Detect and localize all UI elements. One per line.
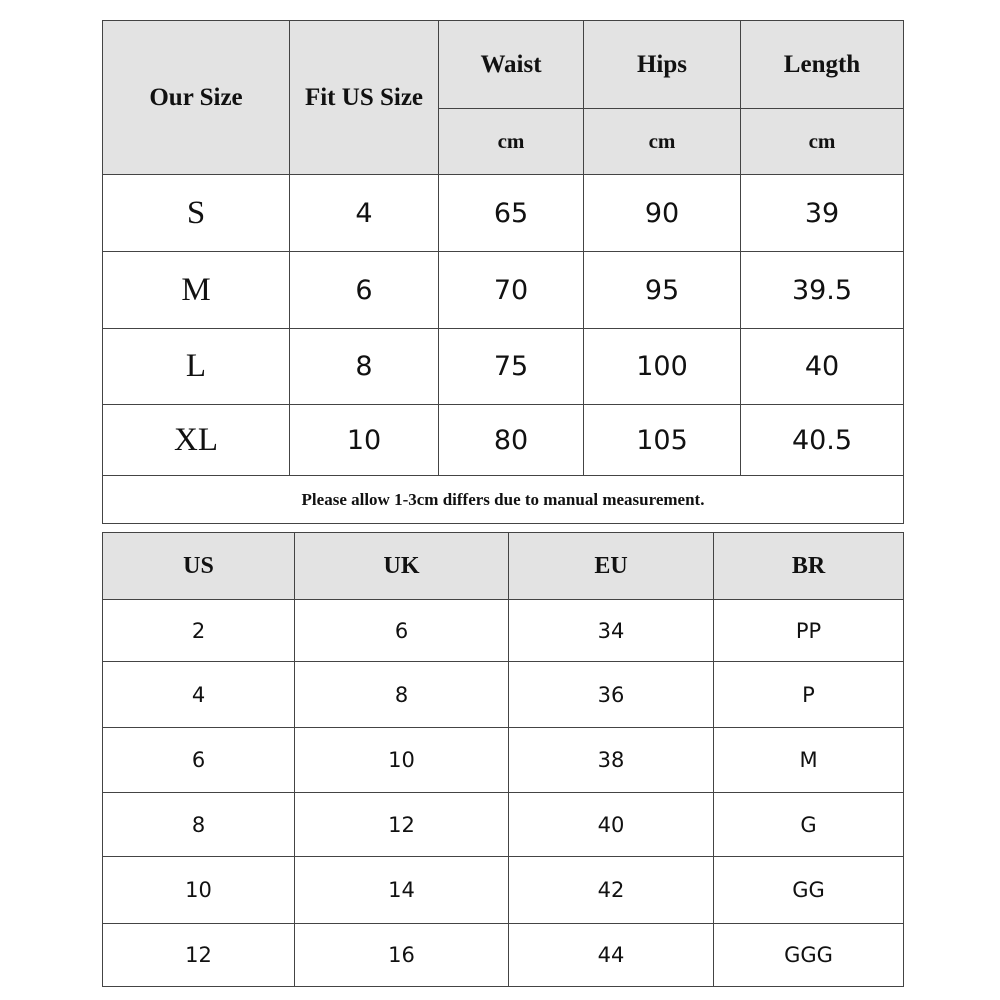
us-cell: 6 [103,728,295,793]
eu-cell: 44 [509,924,714,987]
uk-cell: 8 [295,662,509,728]
table-row [103,600,904,662]
header-waist: Waist [439,21,584,109]
table-row [103,793,904,857]
hips-cell: 105 [584,405,741,476]
measurement-note: Please allow 1-3cm differs due to manual measurement. [103,476,904,524]
table-row [103,252,904,329]
length-cell: 39 [741,175,904,252]
length-cell: 39.5 [741,252,904,329]
table-row [103,662,904,728]
us-cell: 2 [103,600,295,662]
unit-waist: cm [439,109,584,175]
us-cell: 4 [103,662,295,728]
table-row [103,924,904,987]
us-cell: 12 [103,924,295,987]
waist-cell: 75 [439,329,584,405]
size-cell: L [103,329,290,405]
size-cell: S [103,175,290,252]
header-br: BR [714,533,904,600]
hips-cell: 95 [584,252,741,329]
us-size-cell: 6 [290,252,439,329]
uk-cell: 14 [295,857,509,924]
br-cell: M [714,728,904,793]
header-us: US [103,533,295,600]
uk-cell: 6 [295,600,509,662]
uk-cell: 16 [295,924,509,987]
uk-cell: 12 [295,793,509,857]
length-cell: 40.5 [741,405,904,476]
eu-cell: 38 [509,728,714,793]
br-cell: G [714,793,904,857]
header-length: Length [741,21,904,109]
table-row [103,175,904,252]
table-row [103,329,904,405]
size-conversion-table [102,532,904,987]
eu-cell: 36 [509,662,714,728]
us-cell: 10 [103,857,295,924]
us-size-cell: 10 [290,405,439,476]
header-our-size: Our Size [103,21,290,175]
br-cell: P [714,662,904,728]
unit-hips: cm [584,109,741,175]
waist-cell: 80 [439,405,584,476]
waist-cell: 70 [439,252,584,329]
eu-cell: 42 [509,857,714,924]
eu-cell: 34 [509,600,714,662]
size-cell: XL [103,405,290,476]
table-row [103,857,904,924]
br-cell: PP [714,600,904,662]
length-cell: 40 [741,329,904,405]
header-hips: Hips [584,21,741,109]
br-cell: GG [714,857,904,924]
size-chart-table [102,20,904,524]
hips-cell: 100 [584,329,741,405]
eu-cell: 40 [509,793,714,857]
uk-cell: 10 [295,728,509,793]
table-row [103,405,904,476]
br-cell: GGG [714,924,904,987]
waist-cell: 65 [439,175,584,252]
header-uk: UK [295,533,509,600]
size-cell: M [103,252,290,329]
unit-length: cm [741,109,904,175]
header-fit-us-size: Fit US Size [290,21,439,175]
us-size-cell: 8 [290,329,439,405]
us-cell: 8 [103,793,295,857]
table-row [103,728,904,793]
header-eu: EU [509,533,714,600]
us-size-cell: 4 [290,175,439,252]
hips-cell: 90 [584,175,741,252]
